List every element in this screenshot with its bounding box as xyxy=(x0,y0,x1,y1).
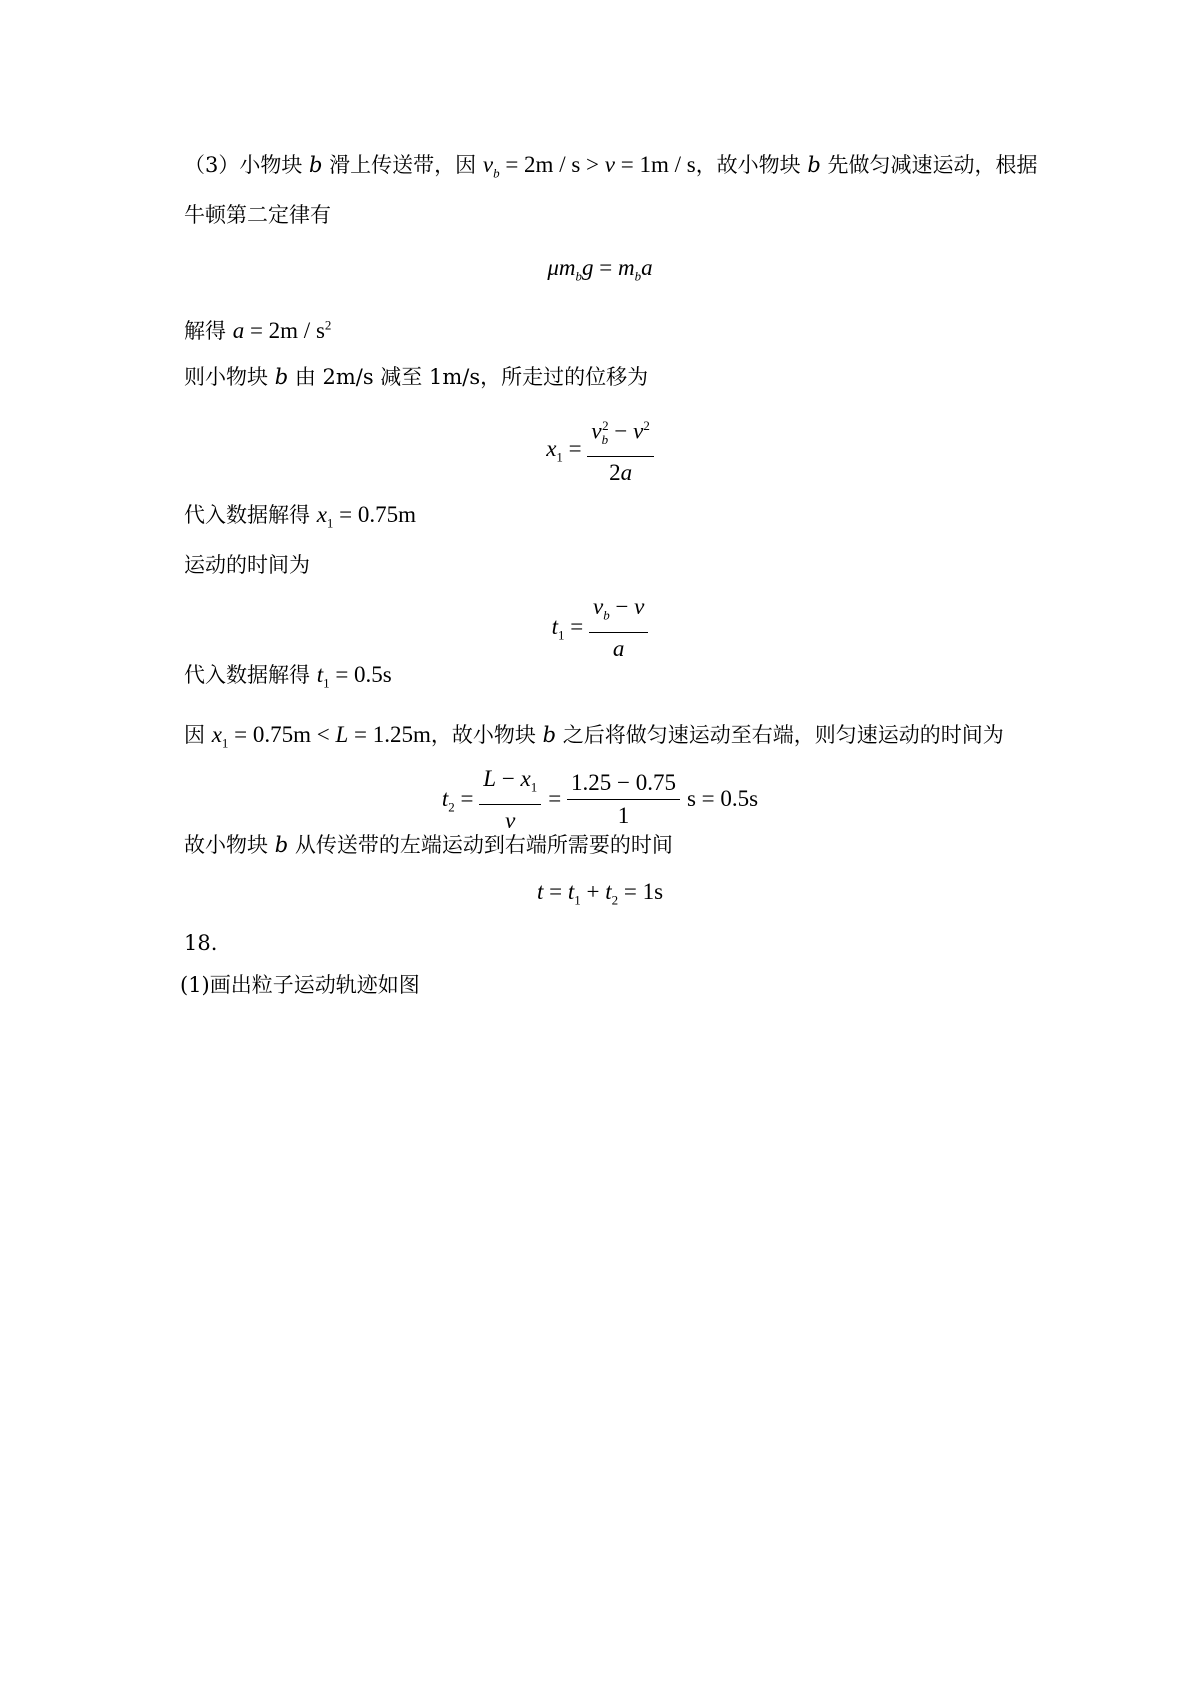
time-intro: 运动的时间为 xyxy=(184,553,310,577)
question-18-number: 18. xyxy=(184,931,218,955)
solve-x1-line: 代入数据解得 $x_1 = 0.75m$ xyxy=(184,502,417,531)
equation-t2: $t_2$ = $\frac{L - x_1}{v}$ = $\frac{1.25 - 0.75}{1}$ s = 0.5s xyxy=(441,766,759,833)
total-intro: 故小物块 b 从传送带的左端运动到右端所需要的时间 xyxy=(184,833,673,857)
equation-t1: $t_1$ = $\frac{v_b - v}{a}$ xyxy=(0,593,1200,663)
displacement-intro: 则小物块 b 由 2m/s 减至 1m/s，所走过的位移为 xyxy=(184,365,649,389)
question-18-part1: (1)画出粒子运动轨迹如图 xyxy=(180,973,420,997)
intro-line-2: 牛顿第二定律有 xyxy=(184,203,331,227)
solve-t1-line: 代入数据解得 $t_1 = 0.5s$ xyxy=(184,662,392,691)
solve-a-line: 解得 $a = 2m / s^2$ xyxy=(184,317,332,343)
equation-x1: $x_1$ = $\frac{v_b^2 - v^2}{2a}$ xyxy=(0,412,1200,487)
equation-total: $t = t_1 + t_2 = 1s$ xyxy=(536,879,664,908)
equation-newton: $\mu m_bg = m_ba$ xyxy=(547,255,653,284)
intro-line-1: （3）小物块 b 滑上传送带，因 $v_b = 2m / s > v = 1m / s$，故小物块 b 先做匀减速运动，根据 xyxy=(184,152,1038,181)
compare-line: 因 $x_1 = 0.75m < L = 1.25m$，故小物块 b 之后将做匀速运动至右端，则匀速运动的时间为 xyxy=(184,722,1004,751)
